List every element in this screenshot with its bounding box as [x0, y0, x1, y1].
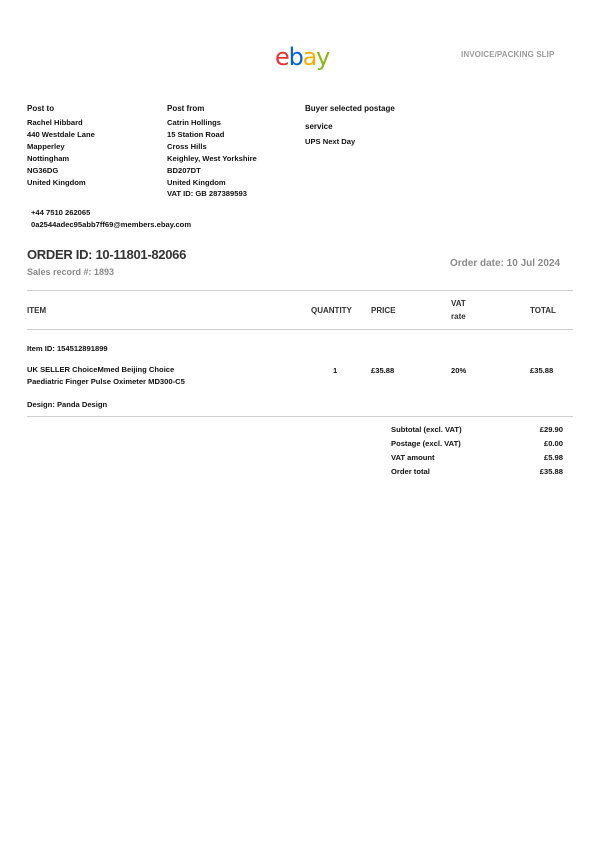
buyer-contact — [31, 207, 191, 231]
buyer-phone: +44 7510 262065 — [31, 208, 91, 217]
order-total-value: £35.88 — [539, 467, 563, 476]
post-from-address — [167, 117, 257, 200]
item-price: £35.88 — [371, 366, 395, 375]
column-header-vat-line2: rate — [451, 312, 466, 321]
logo-letter: y — [316, 43, 330, 71]
vat-amount-label: VAT amount — [391, 453, 435, 462]
address-line: Mapperley — [27, 141, 65, 151]
address-line: United Kingdom — [167, 177, 226, 187]
sales-record: Sales record #: 1893 — [27, 267, 115, 277]
address-line: Cross Hills — [167, 141, 207, 151]
ebay-logo — [275, 45, 329, 69]
postage-value: £0.00 — [543, 439, 563, 448]
subtotal-value: £29.90 — [539, 425, 563, 434]
address-line: Keighley, West Yorkshire — [167, 153, 257, 163]
item-title-line2: Paediatric Finger Pulse Oximeter MD300-C5 — [27, 377, 185, 386]
address-line: United Kingdom — [27, 177, 86, 187]
logo-letter: b — [288, 43, 303, 71]
post-from-heading: Post from — [167, 104, 205, 113]
order-date: Order date: 10 Jul 2024 — [450, 258, 561, 269]
address-line: NG36DG — [27, 165, 59, 175]
divider — [27, 290, 573, 291]
divider — [27, 416, 573, 417]
postage-label: Postage (excl. VAT) — [391, 439, 461, 448]
column-header-vat-line1: VAT — [451, 299, 466, 308]
order-id: ORDER ID: 10-11801-82066 — [27, 247, 187, 262]
postage-heading-line1: Buyer selected postage — [305, 104, 395, 113]
postage-heading-line2: service — [305, 122, 333, 131]
order-total-label: Order total — [391, 467, 430, 476]
subtotal-label: Subtotal (excl. VAT) — [391, 425, 462, 434]
item-title-line1: UK SELLER ChoiceMmed Beijing Choice — [27, 365, 175, 374]
column-header-price: PRICE — [371, 306, 396, 315]
post-to-address — [27, 117, 95, 188]
logo-letter: a — [302, 43, 317, 71]
column-header-total: TOTAL — [530, 306, 556, 315]
address-line: 15 Station Road — [167, 129, 225, 139]
item-quantity: 1 — [333, 366, 338, 375]
logo-letter: e — [275, 43, 289, 71]
column-header-quantity: QUANTITY — [311, 306, 352, 315]
column-header-item: ITEM — [27, 306, 47, 315]
item-vat-rate: 20% — [451, 366, 467, 375]
address-line: Rachel Hibbard — [27, 118, 83, 127]
address-line: Catrin Hollings — [167, 118, 222, 127]
item-variation: Design: Panda Design — [27, 400, 108, 409]
address-line: 440 Westdale Lane — [27, 129, 95, 139]
vat-amount-value: £5.98 — [543, 453, 563, 462]
item-id: Item ID: 154512891899 — [27, 344, 108, 353]
post-to-heading: Post to — [27, 104, 55, 113]
document-type: INVOICE/PACKING SLIP — [461, 50, 555, 59]
seller-vat-id: VAT ID: GB 287389593 — [167, 189, 247, 199]
divider — [27, 329, 573, 330]
postage-service: UPS Next Day — [305, 137, 356, 146]
item-total: £35.88 — [530, 366, 554, 375]
buyer-email: 0a2544adec95abb7ff69@members.ebay.com — [31, 219, 192, 229]
address-line: Nottingham — [27, 153, 70, 163]
address-line: BD207DT — [167, 165, 201, 175]
